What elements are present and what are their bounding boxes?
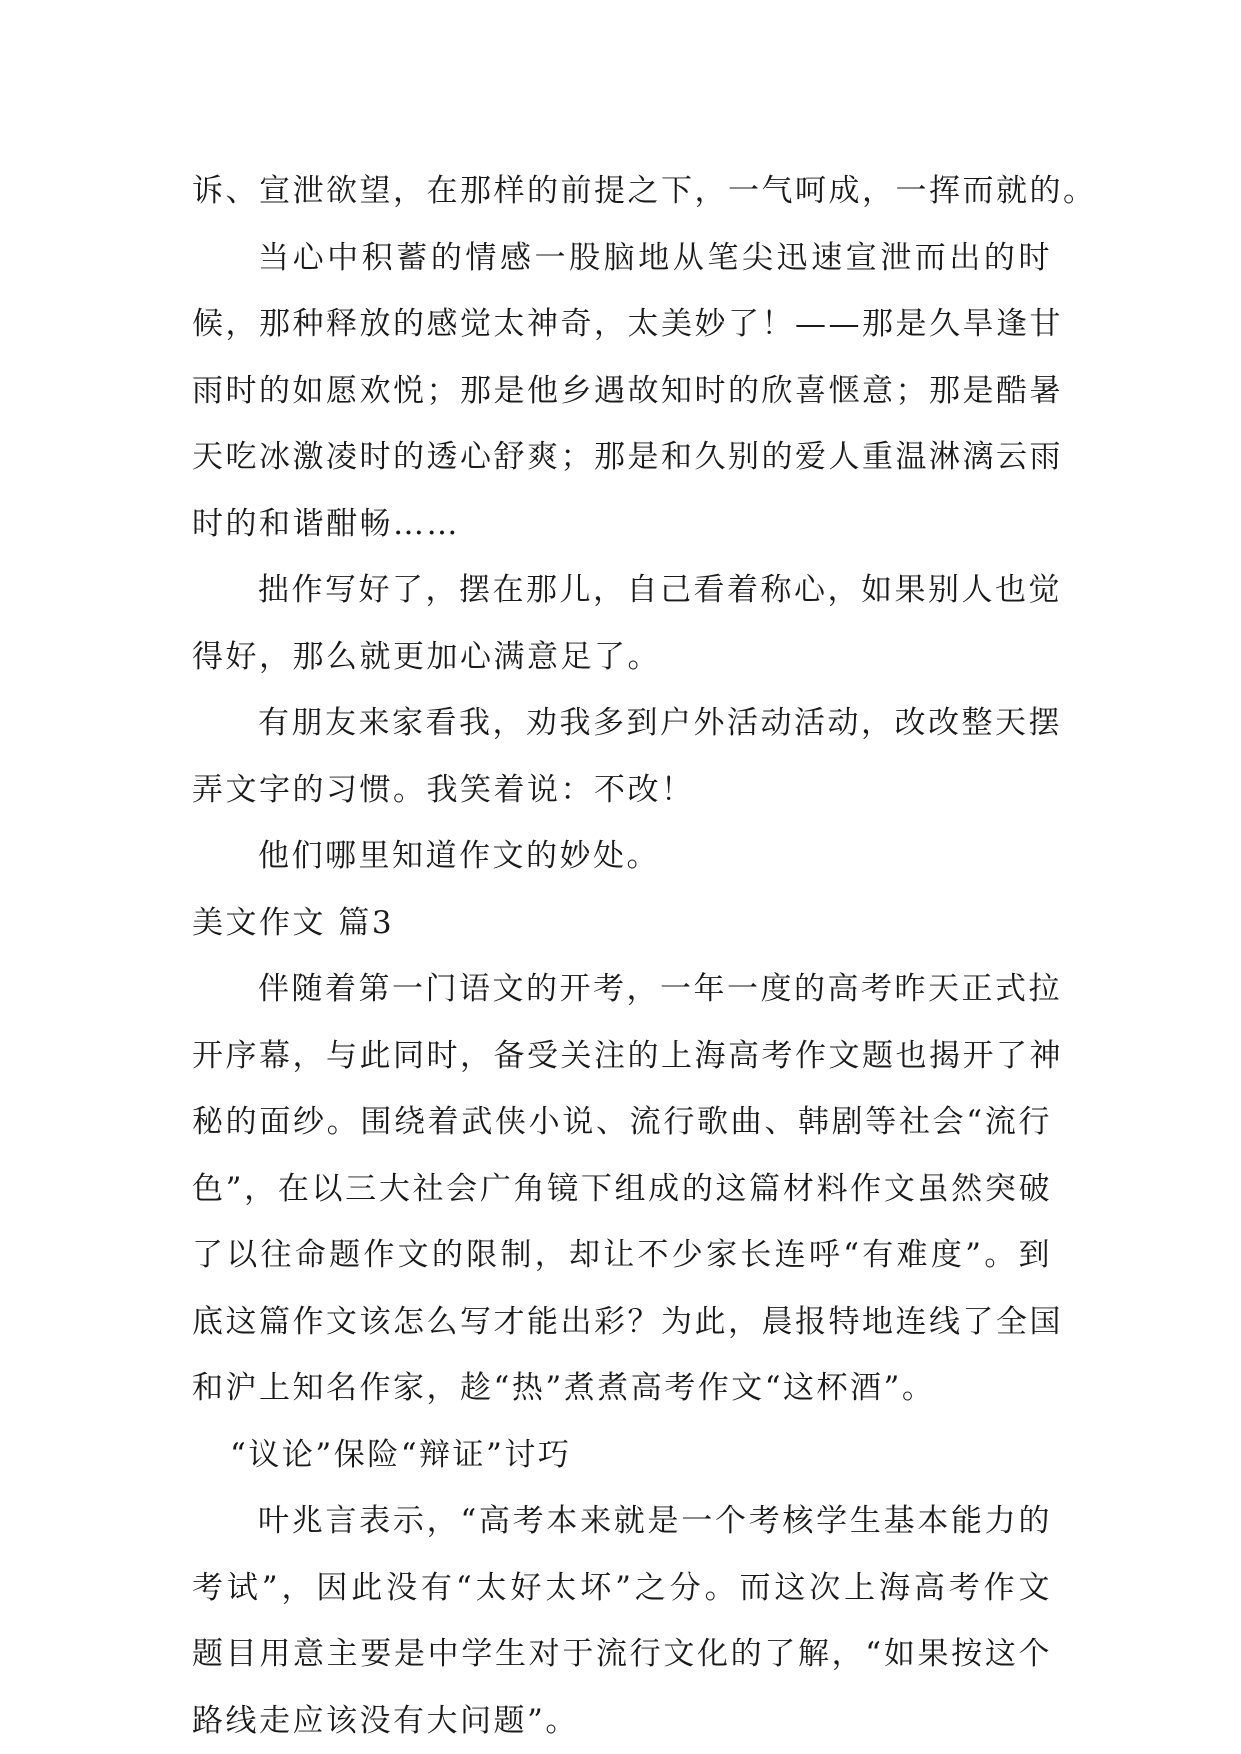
text-line: 弄文字的习惯。我笑着说：不改！ <box>192 771 695 808</box>
text-line: 路线走应该没有大问题”。 <box>192 1702 579 1739</box>
section-heading: 美文作文 篇3 <box>192 904 395 941</box>
paragraph-start-line: 有朋友来家看我，劝我多到户外活动活动，改改整天摆 <box>258 705 1062 741</box>
paragraph-start-line: 拙作写好了，摆在那儿，自己看着称心，如果别人也觉 <box>258 572 1062 608</box>
text-line: 诉、宣泄欲望，在那样的前提之下，一气呵成，一挥而就的。 <box>192 173 1097 209</box>
text-line: 了以往命题作文的限制，却让不少家长连呼“有难度”。到 <box>192 1237 1052 1273</box>
text-line: 秘的面纱。围绕着武侠小说、流行歌曲、韩剧等社会“流行 <box>192 1104 1052 1140</box>
paragraph-start-line: 伴随着第一门语文的开考，一年一度的高考昨天正式拉 <box>258 971 1062 1007</box>
paragraph-start-line: 叶兆言表示，“高考本来就是一个考核学生基本能力的 <box>258 1503 1052 1539</box>
paragraph-start-line: 当心中积蓄的情感一股脑地从笔尖迅速宣泄而出的时 <box>258 239 1052 276</box>
text-line: 时的和谐酣畅…… <box>192 505 460 542</box>
subheading: “议论”保险“辩证”讨巧 <box>230 1436 572 1473</box>
text-line: 开序幕，与此同时，备受关注的上海高考作文题也揭开了神 <box>192 1037 1063 1074</box>
text-line: 天吃冰激凌时的透心舒爽；那是和久别的爱人重温淋漓云雨 <box>192 439 1063 475</box>
text-line: 题目用意主要是中学生对于流行文化的了解，“如果按这个 <box>192 1636 1052 1672</box>
document-body <box>192 158 1097 1754</box>
text-line: 考试”，因此没有“太好太坏”之分。而这次上海高考作文 <box>192 1569 1052 1606</box>
text-line: 雨时的如愿欢悦；那是他乡遇故知时的欣喜惬意；那是酷暑 <box>192 372 1063 409</box>
text-line: 得好，那么就更加心满意足了。 <box>192 638 661 675</box>
text-line: 候，那种释放的感觉太神奇，太美妙了！——那是久旱逢甘 <box>192 306 1063 342</box>
text-line: 和沪上知名作家，趁“热”煮煮高考作文“这杯酒”。 <box>192 1370 936 1406</box>
text-line: 底这篇作文该怎么写才能出彩？为此，晨报特地连线了全国 <box>192 1303 1063 1340</box>
paragraph-start-line: 他们哪里知道作文的妙处。 <box>258 838 660 874</box>
text-line: 色”，在以三大社会广角镜下组成的这篇材料作文虽然突破 <box>192 1170 1052 1207</box>
